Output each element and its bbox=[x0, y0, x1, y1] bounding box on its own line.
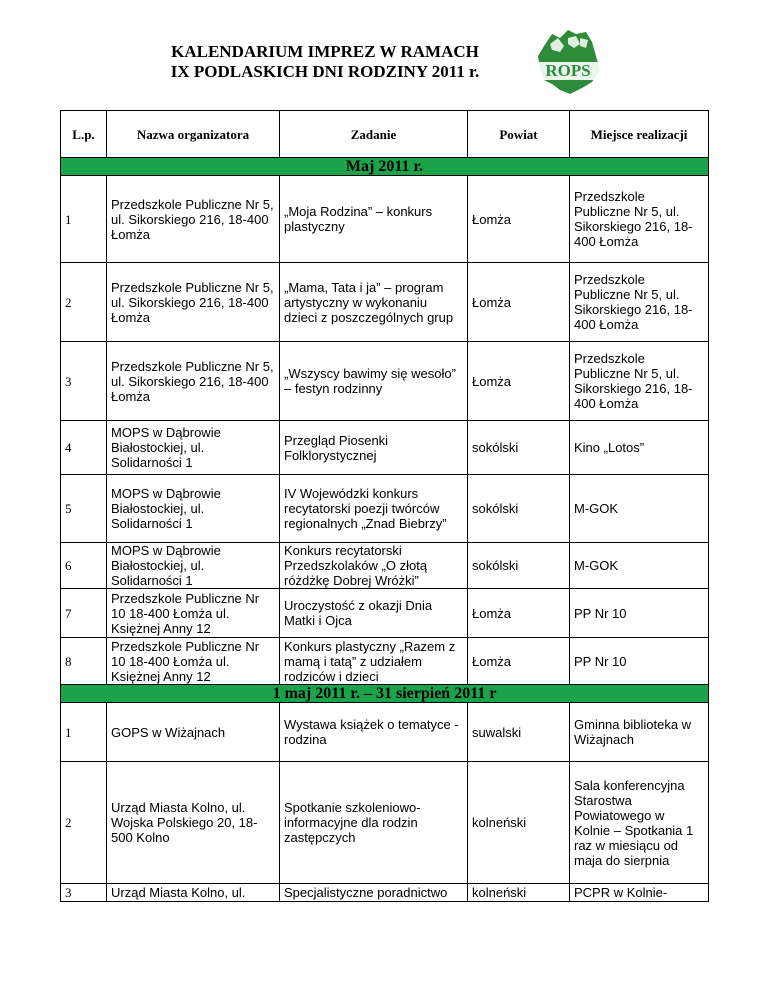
cell-task: Specjalistyczne poradnictwo bbox=[280, 884, 468, 902]
cell-lp: 5 bbox=[61, 475, 107, 543]
table-row bbox=[61, 475, 709, 543]
table-row bbox=[61, 762, 709, 884]
cell-lp: 4 bbox=[61, 421, 107, 475]
cell-task: Uroczystość z okazji Dnia Matki i Ojca bbox=[280, 589, 468, 638]
document-title bbox=[130, 42, 520, 82]
cell-lp: 2 bbox=[61, 263, 107, 342]
cell-county: Łomża bbox=[468, 176, 570, 263]
cell-lp: 3 bbox=[61, 884, 107, 902]
cell-organizer: MOPS w Dąbrowie Białostockiej, ul. Solidarności 1 bbox=[107, 543, 280, 589]
table-row bbox=[61, 543, 709, 589]
cell-organizer: Przedszkole Publiczne Nr 10 18-400 Łomża ul. Księżnej Anny 12 bbox=[107, 589, 280, 638]
table-row bbox=[61, 703, 709, 762]
cell-lp: 2 bbox=[61, 762, 107, 884]
table-row bbox=[61, 263, 709, 342]
column-header-task: Zadanie bbox=[280, 111, 468, 158]
logo-subtext: W BIAŁYMSTOKU bbox=[551, 80, 585, 85]
cell-lp: 1 bbox=[61, 176, 107, 263]
title-line-2: IX PODLASKICH DNI RODZINY 2011 r. bbox=[170, 62, 480, 81]
cell-lp: 3 bbox=[61, 342, 107, 421]
cell-place: Przedszkole Publiczne Nr 5, ul. Sikorskiego 216, 18-400 Łomża bbox=[570, 263, 709, 342]
column-header-place: Miejsce realizacji bbox=[570, 111, 709, 158]
cell-place: PCPR w Kolnie- bbox=[570, 884, 709, 902]
title-line-1: KALENDARIUM IMPREZ W RAMACH bbox=[171, 42, 479, 61]
cell-place: PP Nr 10 bbox=[570, 638, 709, 685]
cell-lp: 1 bbox=[61, 703, 107, 762]
cell-lp: 7 bbox=[61, 589, 107, 638]
rops-logo bbox=[530, 26, 604, 98]
cell-county: Łomża bbox=[468, 589, 570, 638]
cell-county: kolneński bbox=[468, 762, 570, 884]
cell-county: Łomża bbox=[468, 263, 570, 342]
table-row bbox=[61, 638, 709, 685]
cell-county: suwalski bbox=[468, 703, 570, 762]
cell-task: „Moja Rodzina” – konkurs plastyczny bbox=[280, 176, 468, 263]
cell-task: „Mama, Tata i ja” – program artystyczny w wykonaniu dzieci z poszczególnych grup bbox=[280, 263, 468, 342]
cell-organizer: Przedszkole Publiczne Nr 10 18-400 Łomża ul. Księżnej Anny 12 bbox=[107, 638, 280, 685]
cell-county: sokólski bbox=[468, 543, 570, 589]
cell-place: Sala konferencyjna Starostwa Powiatowego w Kolnie – Spotkania 1 raz w miesiącu od maja do sierpnia bbox=[570, 762, 709, 884]
cell-organizer: GOPS w Wiżajnach bbox=[107, 703, 280, 762]
cell-place: Przedszkole Publiczne Nr 5, ul. Sikorskiego 216, 18-400 Łomża bbox=[570, 342, 709, 421]
table-row bbox=[61, 176, 709, 263]
cell-place: Przedszkole Publiczne Nr 5, ul. Sikorskiego 216, 18-400 Łomża bbox=[570, 176, 709, 263]
cell-task: Spotkanie szkoleniowo-informacyjne dla rodzin zastępczych bbox=[280, 762, 468, 884]
logo-text: ROPS bbox=[545, 61, 591, 80]
cell-organizer: Urząd Miasta Kolno, ul. bbox=[107, 884, 280, 902]
cell-county: sokólski bbox=[468, 421, 570, 475]
cell-task: Konkurs plastyczny „Razem z mamą i tatą” z udziałem rodziców i dzieci bbox=[280, 638, 468, 685]
cell-county: kolneński bbox=[468, 884, 570, 902]
cell-county: Łomża bbox=[468, 638, 570, 685]
cell-organizer: Przedszkole Publiczne Nr 5, ul. Sikorskiego 216, 18-400 Łomża bbox=[107, 176, 280, 263]
column-header-organizer: Nazwa organizatora bbox=[107, 111, 280, 158]
column-header-lp: L.p. bbox=[61, 111, 107, 158]
table-row bbox=[61, 421, 709, 475]
cell-lp: 8 bbox=[61, 638, 107, 685]
column-header-county: Powiat bbox=[468, 111, 570, 158]
cell-place: M-GOK bbox=[570, 543, 709, 589]
section-band bbox=[61, 158, 709, 176]
cell-task: „Wszyscy bawimy się wesoło” – festyn rodzinny bbox=[280, 342, 468, 421]
cell-organizer: MOPS w Dąbrowie Białostockiej, ul. Solidarności 1 bbox=[107, 475, 280, 543]
events-table bbox=[60, 110, 709, 902]
table-header-row bbox=[61, 111, 709, 158]
cell-place: PP Nr 10 bbox=[570, 589, 709, 638]
cell-county: Łomża bbox=[468, 342, 570, 421]
table-row bbox=[61, 342, 709, 421]
table-row bbox=[61, 884, 709, 902]
table-row bbox=[61, 589, 709, 638]
cell-place: Kino „Lotos” bbox=[570, 421, 709, 475]
section-label: Maj 2011 r. bbox=[61, 158, 709, 176]
section-label: 1 maj 2011 r. – 31 sierpień 2011 r bbox=[61, 685, 709, 703]
cell-place: M-GOK bbox=[570, 475, 709, 543]
cell-task: IV Wojewódzki konkurs recytatorski poezji twórców regionalnych „Znad Biebrzy” bbox=[280, 475, 468, 543]
cell-lp: 6 bbox=[61, 543, 107, 589]
cell-task: Konkurs recytatorski Przedszkolaków „O złotą różdżkę Dobrej Wróżki” bbox=[280, 543, 468, 589]
section-band bbox=[61, 685, 709, 703]
cell-task: Przegląd Piosenki Folklorystycznej bbox=[280, 421, 468, 475]
cell-county: sokólski bbox=[468, 475, 570, 543]
cell-organizer: Urząd Miasta Kolno, ul. Wojska Polskiego 20, 18-500 Kolno bbox=[107, 762, 280, 884]
cell-organizer: MOPS w Dąbrowie Białostockiej, ul. Solidarności 1 bbox=[107, 421, 280, 475]
cell-place: Gminna biblioteka w Wiżajnach bbox=[570, 703, 709, 762]
cell-organizer: Przedszkole Publiczne Nr 5, ul. Sikorskiego 216, 18-400 Łomża bbox=[107, 263, 280, 342]
cell-task: Wystawa książek o tematyce - rodzina bbox=[280, 703, 468, 762]
cell-organizer: Przedszkole Publiczne Nr 5, ul. Sikorskiego 216, 18-400 Łomża bbox=[107, 342, 280, 421]
